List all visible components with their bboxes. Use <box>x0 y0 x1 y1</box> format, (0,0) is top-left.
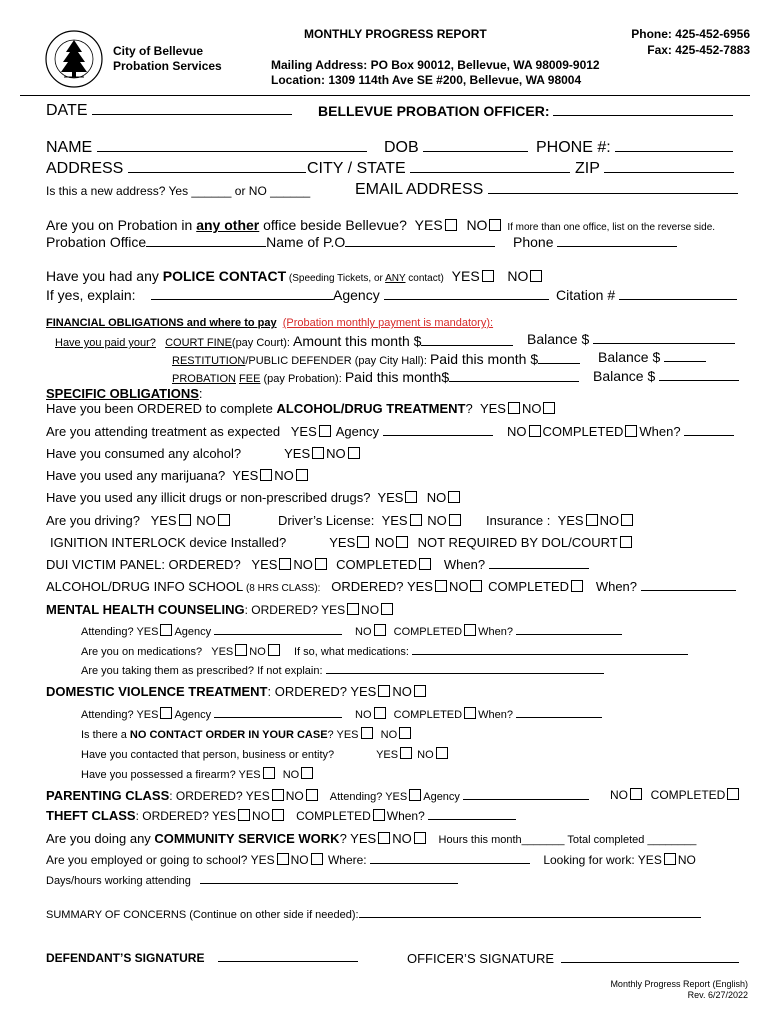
other-probation-question: Are you on Probation in any other office beside Bellevue? YES NO If more than one office, list on the reverse side. <box>46 217 716 233</box>
prescribed-row: Are you taking them as prescribed? If not explain: <box>81 665 604 677</box>
theft-when-input[interactable] <box>428 819 516 820</box>
csw-yes-checkbox[interactable] <box>378 832 390 844</box>
firearm-no-checkbox[interactable] <box>301 767 313 779</box>
police-contact-question: Have you had any POLICE CONTACT (Speeding Tickets, or ANY contact) YES NO <box>46 268 544 284</box>
marijuana-yes-checkbox[interactable] <box>260 469 272 481</box>
community-service-row: Are you doing any COMMUNITY SERVICE WORK? YES NO Hours this month_______ Total completed ________ <box>46 831 697 846</box>
attending-treatment-no-checkbox[interactable] <box>529 425 541 437</box>
alcohol-no-checkbox[interactable] <box>348 447 360 459</box>
mental-health-row: MENTAL HEALTH COUNSELING: ORDERED? YES NO <box>46 602 395 617</box>
police-explain-field[interactable]: If yes, explain: <box>46 287 333 303</box>
mental-health-yes-checkbox[interactable] <box>347 603 359 615</box>
prescribed-explain-input[interactable] <box>326 673 604 674</box>
dv-yes-checkbox[interactable] <box>378 685 390 697</box>
marijuana-row: Have you used any marijuana? YES NO <box>46 468 310 483</box>
parenting-yes-checkbox[interactable] <box>272 789 284 801</box>
restitution-balance[interactable]: Balance $ <box>598 349 706 365</box>
phone-field[interactable]: PHONE #: <box>536 139 733 157</box>
org-line-2: Probation Services <box>113 59 222 73</box>
probation-office-field[interactable]: Probation Office Name of P.O <box>46 234 495 250</box>
adis-no-checkbox[interactable] <box>470 580 482 592</box>
illicit-no-checkbox[interactable] <box>448 491 460 503</box>
treatment-agency-input[interactable] <box>383 435 493 436</box>
medications-no-checkbox[interactable] <box>268 644 280 656</box>
header-divider <box>20 95 750 97</box>
license-yes-checkbox[interactable] <box>410 514 422 526</box>
marijuana-no-checkbox[interactable] <box>296 469 308 481</box>
illicit-yes-checkbox[interactable] <box>405 491 417 503</box>
driving-yes-checkbox[interactable] <box>179 514 191 526</box>
employed-yes-checkbox[interactable] <box>277 853 289 865</box>
specific-obligations-heading: SPECIFIC OBLIGATIONS: <box>46 386 203 401</box>
defendant-signature[interactable]: DEFENDANT’S SIGNATURE <box>46 951 358 965</box>
financial-heading: FINANCIAL OBLIGATIONS and where to pay (Probation monthly payment is mandatory): <box>46 317 494 329</box>
mailing-address: Mailing Address: PO Box 90012, Bellevue, WA 98009-9012 <box>271 58 600 72</box>
city-state-field[interactable]: CITY / STATE <box>307 160 570 178</box>
summary-row[interactable]: SUMMARY OF CONCERNS (Continue on other side if needed): <box>46 909 701 921</box>
mental-completed-checkbox[interactable] <box>464 624 476 636</box>
treatment-status-row: NO COMPLETED When? <box>507 424 734 439</box>
nco-no-checkbox[interactable] <box>399 727 411 739</box>
medications-row: Are you on medications? YES NO If so, what medications: <box>81 644 688 658</box>
location-address: Location: 1309 114th Ave SE #200, Bellevue, WA 98004 <box>271 73 582 87</box>
dui-completed-checkbox[interactable] <box>419 558 431 570</box>
parenting-agency-input[interactable] <box>463 799 589 800</box>
domestic-violence-row: DOMESTIC VIOLENCE TREATMENT: ORDERED? YES NO <box>46 684 428 699</box>
alcohol-yes-checkbox[interactable] <box>312 447 324 459</box>
driving-no-checkbox[interactable] <box>218 514 230 526</box>
employed-no-checkbox[interactable] <box>311 853 323 865</box>
theft-yes-checkbox[interactable] <box>238 809 250 821</box>
alcohol-info-school-row: ALCOHOL/DRUG INFO SCHOOL (8 HRS CLASS): ORDERED? YES NO COMPLETED When? <box>46 579 736 594</box>
treatment-when-input[interactable] <box>684 435 734 436</box>
dui-panel-row: DUI VICTIM PANEL: ORDERED? YES NO COMPLETED When? <box>46 557 589 572</box>
court-fine-balance[interactable]: Balance $ <box>527 331 735 347</box>
form-name: Monthly Progress Report (English) <box>610 979 748 989</box>
dv-attending-yes-checkbox[interactable] <box>160 707 172 719</box>
adis-when-input[interactable] <box>641 590 736 591</box>
probation-fee-balance[interactable]: Balance $ <box>593 368 739 384</box>
mental-agency-input[interactable] <box>214 634 342 635</box>
address-field[interactable]: ADDRESS <box>46 160 306 178</box>
mental-health-no-checkbox[interactable] <box>381 603 393 615</box>
interlock-row: IGNITION INTERLOCK device Installed? YES NO NOT REQUIRED BY DOL/COURT <box>50 535 634 550</box>
contacted-row: Have you contacted that person, business or entity? YES NO <box>81 747 450 761</box>
office-phone: Phone: 425-452-6956 <box>631 27 750 41</box>
restitution-paid-input[interactable] <box>538 363 580 364</box>
probation-fee-row: PROBATION FEE (pay Probation): Paid this month$ <box>172 369 579 385</box>
dui-yes-checkbox[interactable] <box>279 558 291 570</box>
license-no-checkbox[interactable] <box>449 514 461 526</box>
insurance-no-checkbox[interactable] <box>621 514 633 526</box>
court-fine-row: Have you paid your? COURT FINE(pay Court): Amount this month $ <box>55 333 513 349</box>
officer-field[interactable]: BELLEVUE PROBATION OFFICER: <box>318 103 733 119</box>
interlock-not-required-checkbox[interactable] <box>620 536 632 548</box>
adis-completed-checkbox[interactable] <box>571 580 583 592</box>
firearm-row: Have you possessed a firearm? YES NO <box>81 767 315 781</box>
parenting-attending-checkbox[interactable] <box>409 789 421 801</box>
probation-fee-paid-input[interactable] <box>449 381 579 382</box>
adt-no-checkbox[interactable] <box>543 402 555 414</box>
treatment-completed-checkbox[interactable] <box>625 425 637 437</box>
insurance-row: Insurance : YES NO <box>486 513 635 528</box>
alcohol-drug-treatment-row: Have you been ORDERED to complete ALCOHOL/DRUG TREATMENT? YES NO <box>46 401 557 416</box>
other-probation-yes-checkbox[interactable] <box>445 219 457 231</box>
parenting-completed-checkbox[interactable] <box>727 788 739 800</box>
probation-phone-field[interactable]: Phone <box>513 234 677 250</box>
employment-row: Are you employed or going to school? YES NO Where: Looking for work: YES NO <box>46 853 696 867</box>
name-field[interactable]: NAME <box>46 139 367 157</box>
zip-field[interactable]: ZIP <box>575 160 734 178</box>
other-probation-no-checkbox[interactable] <box>489 219 501 231</box>
attending-treatment-row: Are you attending treatment as expected YES Agency <box>46 424 493 439</box>
court-fine-amount-input[interactable] <box>421 345 513 346</box>
adt-yes-checkbox[interactable] <box>508 402 520 414</box>
email-field[interactable]: EMAIL ADDRESS <box>355 181 738 199</box>
police-agency-field[interactable]: Agency <box>333 287 549 303</box>
dv-attending-row: Attending? YES Agency <box>81 707 342 721</box>
date-field[interactable]: DATE <box>46 102 292 120</box>
police-contact-no-checkbox[interactable] <box>530 270 542 282</box>
mental-attending-yes-checkbox[interactable] <box>160 624 172 636</box>
adis-yes-checkbox[interactable] <box>435 580 447 592</box>
alcohol-row: Have you consumed any alcohol? YES NO <box>46 446 362 461</box>
form-title: MONTHLY PROGRESS REPORT <box>304 27 487 41</box>
mental-attending-row: Attending? YES Agency <box>81 624 342 638</box>
medications-yes-checkbox[interactable] <box>235 644 247 656</box>
parenting-class-row: PARENTING CLASS: ORDERED? YES NO Attending? YES Agency <box>46 788 589 803</box>
dui-no-checkbox[interactable] <box>315 558 327 570</box>
insurance-yes-checkbox[interactable] <box>586 514 598 526</box>
nco-yes-checkbox[interactable] <box>361 727 373 739</box>
firearm-yes-checkbox[interactable] <box>263 767 275 779</box>
mental-when-input[interactable] <box>516 634 622 635</box>
dob-field[interactable]: DOB <box>384 139 528 157</box>
org-line-1: City of Bellevue <box>113 44 204 58</box>
days-hours-row[interactable]: Days/hours working attending <box>46 875 458 887</box>
employment-where-input[interactable] <box>370 863 530 864</box>
city-seal-logo <box>44 26 104 92</box>
license-row: Driver’s License: YES NO <box>278 513 463 528</box>
interlock-yes-checkbox[interactable] <box>357 536 369 548</box>
looking-work-yes-checkbox[interactable] <box>664 853 676 865</box>
theft-class-row: THEFT CLASS: ORDERED? YES NO COMPLETED When? <box>46 808 516 823</box>
parenting-attending-no-checkbox[interactable] <box>630 788 642 800</box>
parenting-status-row: NO COMPLETED <box>610 788 741 802</box>
dv-attending-no-checkbox[interactable] <box>374 707 386 719</box>
dui-when-input[interactable] <box>489 568 589 569</box>
parenting-no-checkbox[interactable] <box>306 789 318 801</box>
dv-agency-input[interactable] <box>214 717 342 718</box>
medications-input[interactable] <box>412 654 688 655</box>
new-address-question[interactable]: Is this a new address? Yes ______ or NO ______ <box>46 184 311 198</box>
mental-status-row: NO COMPLETED When? <box>355 624 622 638</box>
contacted-no-checkbox[interactable] <box>436 747 448 759</box>
dv-status-row: NO COMPLETED When? <box>355 707 602 721</box>
office-fax: Fax: 425-452-7883 <box>647 43 750 57</box>
illicit-drugs-row: Have you used any illicit drugs or non-prescribed drugs? YES NO <box>46 490 462 505</box>
officer-signature[interactable]: OFFICER’S SIGNATURE <box>407 951 739 966</box>
restitution-row: RESTITUTION/PUBLIC DEFENDER (pay City Hall): Paid this month $ <box>172 351 580 367</box>
dv-when-input[interactable] <box>516 717 602 718</box>
interlock-no-checkbox[interactable] <box>396 536 408 548</box>
csw-no-checkbox[interactable] <box>414 832 426 844</box>
police-citation-field[interactable]: Citation # <box>556 287 737 303</box>
police-contact-yes-checkbox[interactable] <box>482 270 494 282</box>
contacted-yes-checkbox[interactable] <box>400 747 412 759</box>
theft-no-checkbox[interactable] <box>272 809 284 821</box>
dv-completed-checkbox[interactable] <box>464 707 476 719</box>
mental-attending-no-checkbox[interactable] <box>374 624 386 636</box>
attending-treatment-yes-checkbox[interactable] <box>319 425 331 437</box>
driving-row: Are you driving? YES NO <box>46 513 232 528</box>
no-contact-order-row: Is there a NO CONTACT ORDER IN YOUR CASE? YES NO <box>81 727 413 741</box>
form-revision: Rev. 6/27/2022 <box>687 990 748 1000</box>
dv-no-checkbox[interactable] <box>414 685 426 697</box>
theft-completed-checkbox[interactable] <box>373 809 385 821</box>
